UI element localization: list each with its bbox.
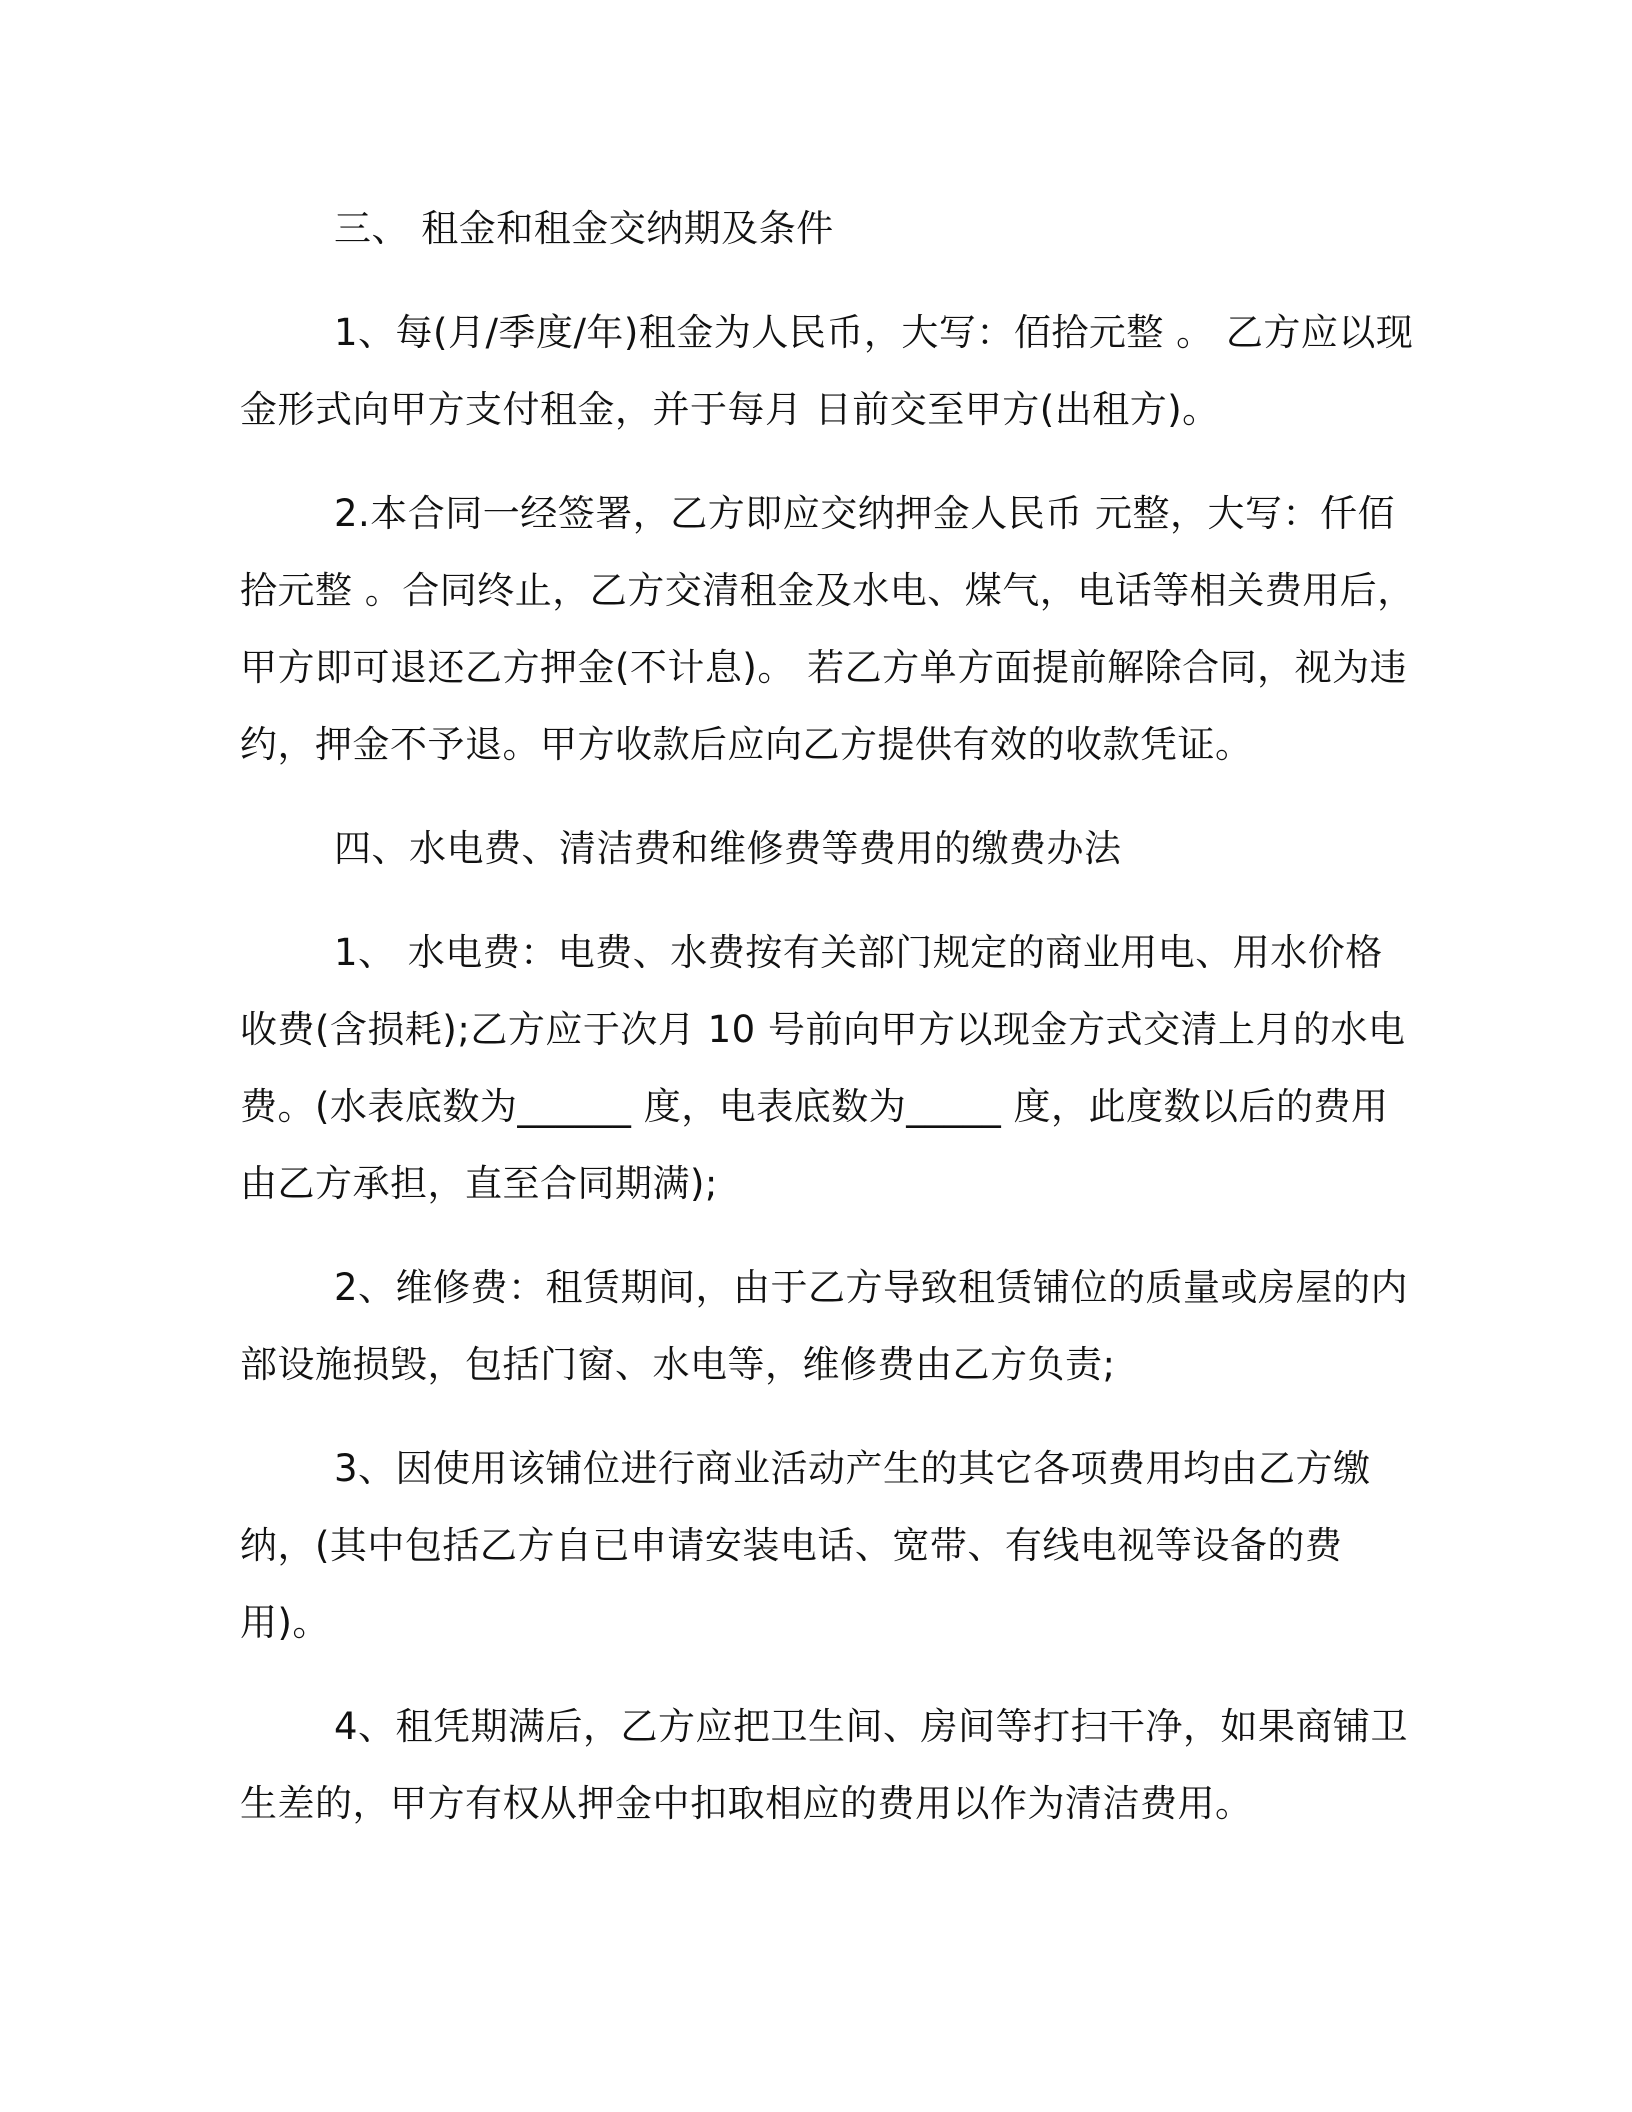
document-body (240, 190, 1420, 1869)
section-3-item-2: 2.本合同一经签署，乙方即应交纳押金人民币 元整，大写：仟佰拾元整 。合同终止，乙方交清租金及水电、煤气，电话等相关费用后，甲方即可退还乙方押金(不计息)。 若乙方单方面提前解除合同，视为违约，押金不予退。甲方收款后应向乙方提供有效的收款凭证。 (240, 492, 1415, 766)
section-4-item-4: 4、租凭期满后，乙方应把卫生间、房间等打扫干净，如果商铺卫生差的，甲方有权从押金中扣取相应的费用以作为清洁费用。 (240, 1705, 1409, 1825)
section-4-item-3: 3、因使用该铺位进行商业活动产生的其它各项费用均由乙方缴纳，(其中包括乙方自已申请安装电话、宽带、有线电视等设备的费用)。 (240, 1447, 1371, 1644)
section-3-item-1: 1、每(月/季度/年)租金为人民币，大写：佰拾元整 。 乙方应以现金形式向甲方支付租金，并于每月 日前交至甲方(出租方)。 (240, 311, 1414, 431)
section-4-item-1: 1、 水电费：电费、水费按有关部门规定的商业用电、用水价格收费(含损耗);乙方应于次月 10 号前向甲方以现金方式交清上月的水电费。(水表底数为______ 度，电表底数为_____ 度，此度数以后的费用由乙方承担，直至合同期满); (240, 931, 1406, 1205)
section-4-heading: 四、水电费、清洁费和维修费等费用的缴费办法 (334, 827, 1122, 870)
section-3-heading: 三、 租金和租金交纳期及条件 (334, 207, 834, 250)
section-4-item-2: 2、维修费：租赁期间，由于乙方导致租赁铺位的质量或房屋的内部设施损毁，包括门窗、水电等，维修费由乙方负责; (240, 1266, 1409, 1386)
